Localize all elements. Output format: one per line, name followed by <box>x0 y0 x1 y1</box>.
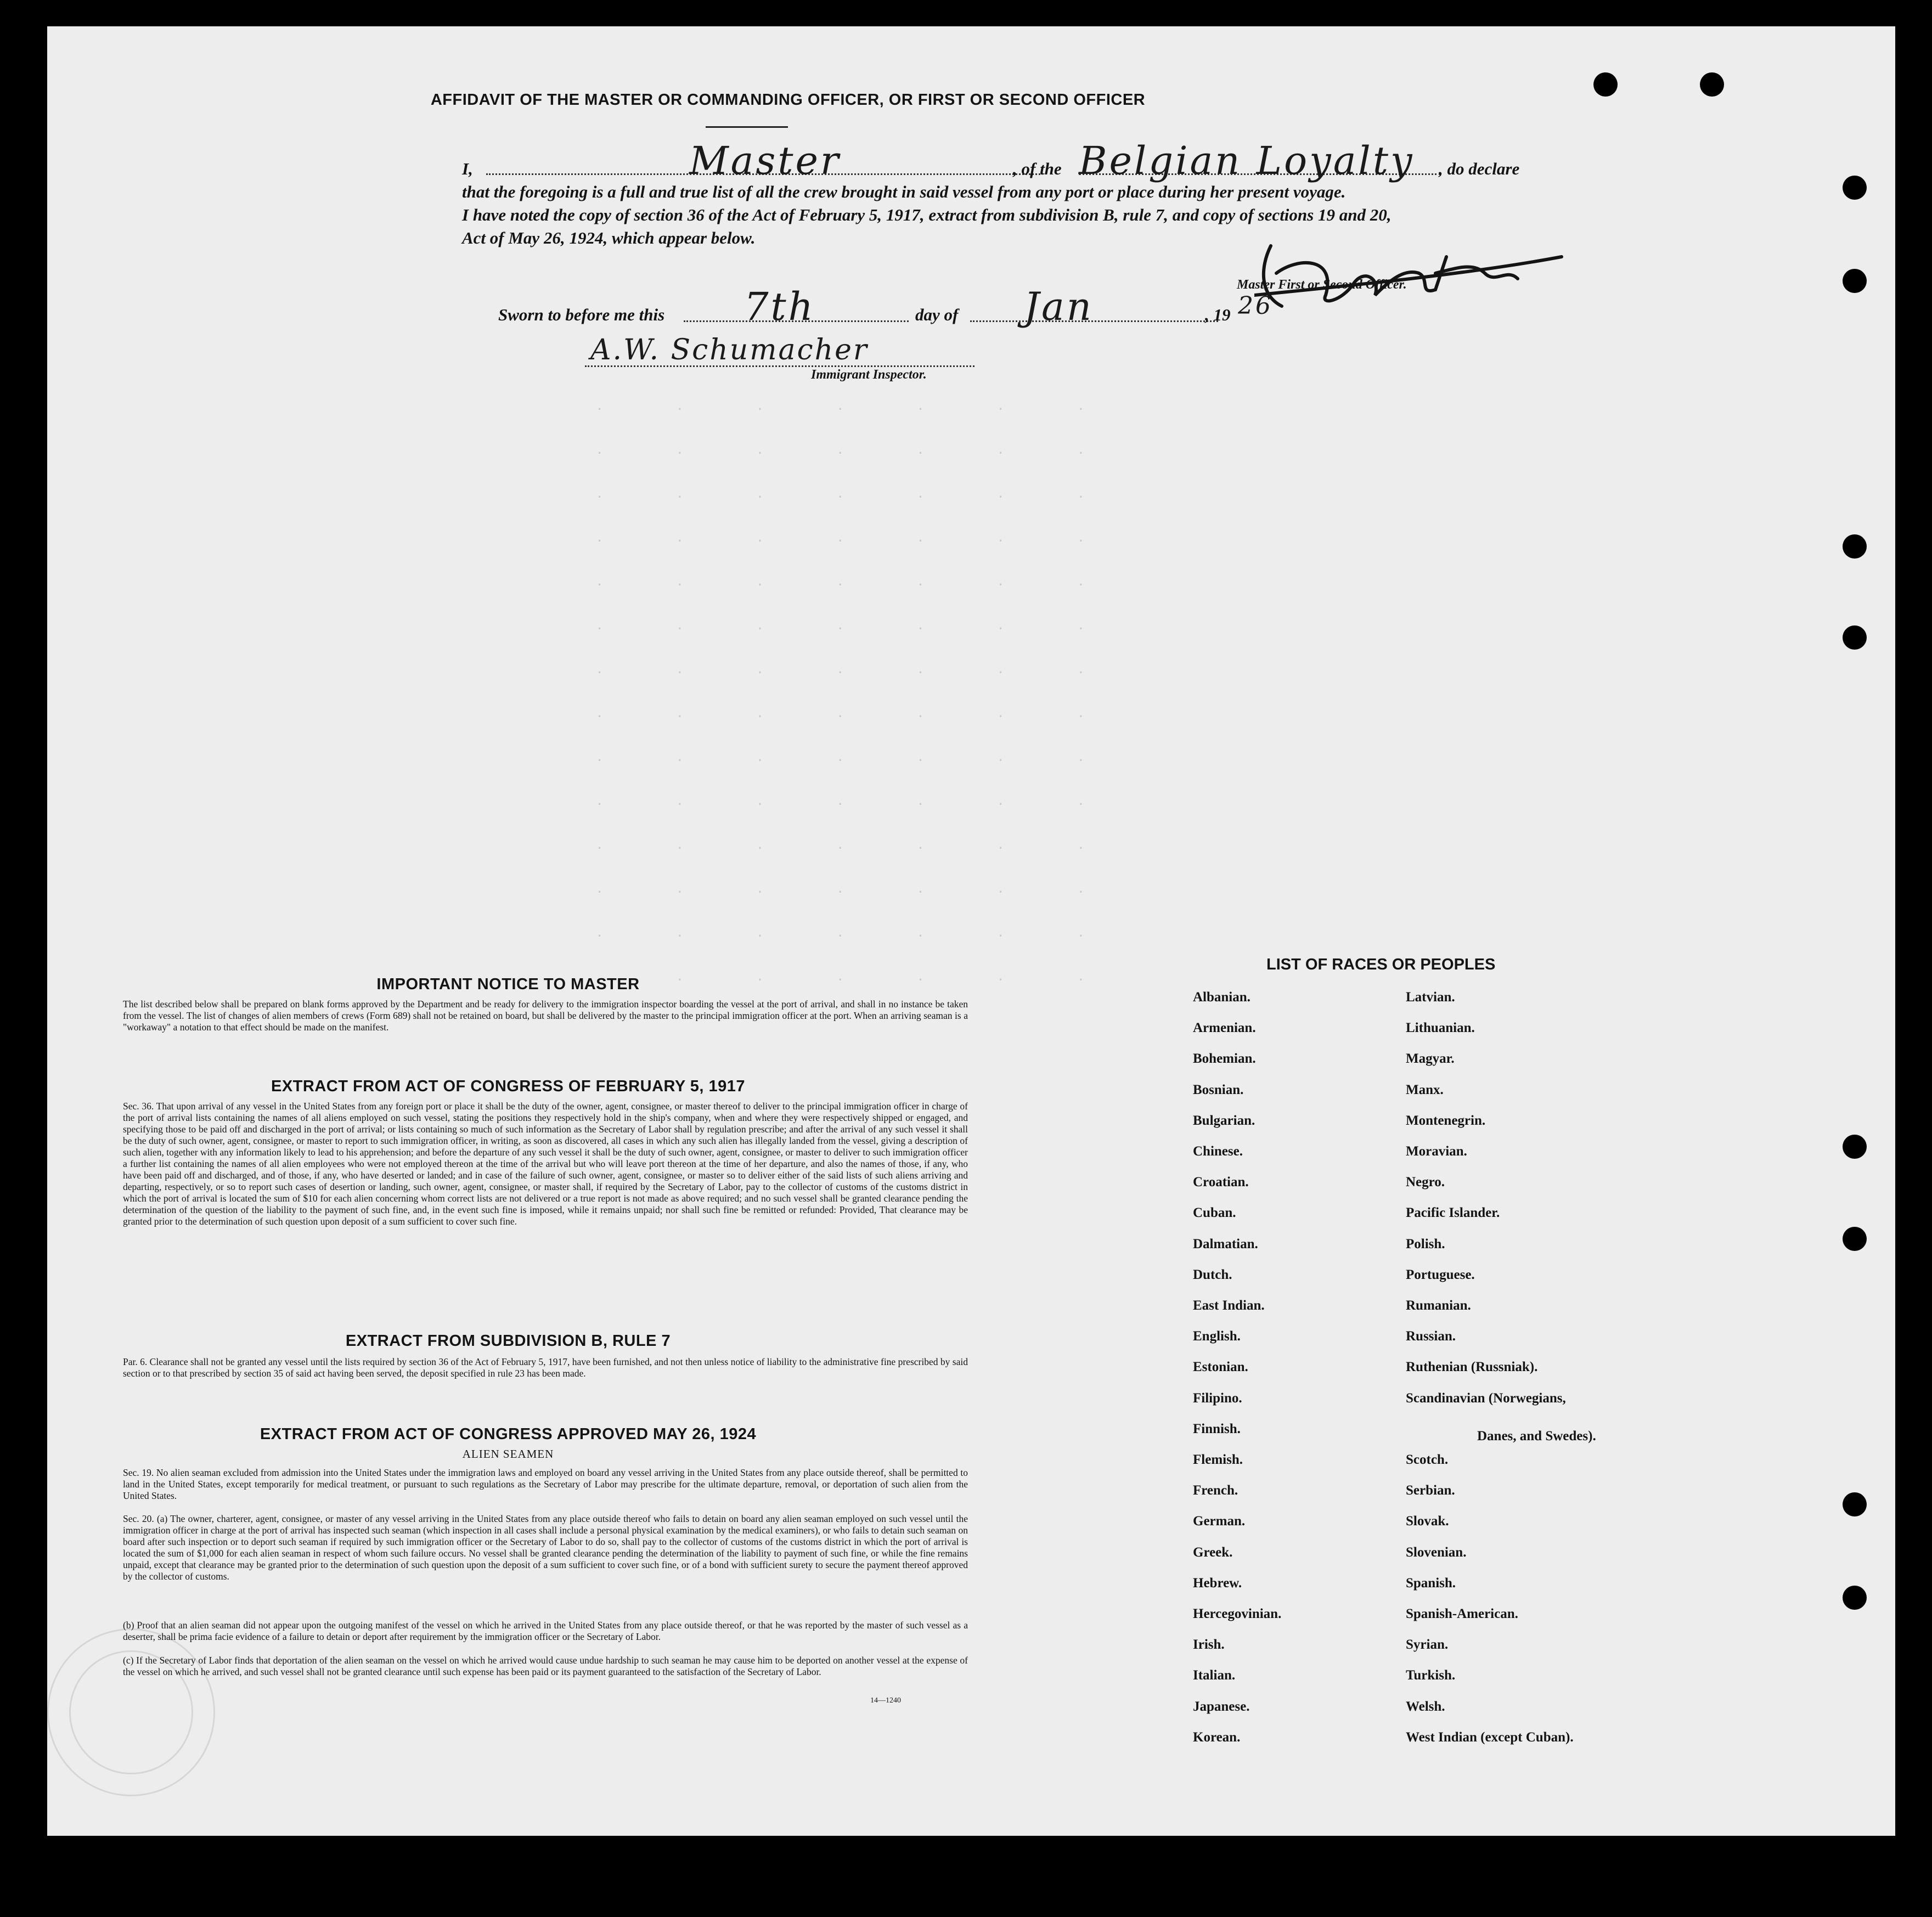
race-item: West Indian (except Cuban). <box>1406 1729 1574 1745</box>
punch-hole <box>1700 72 1724 97</box>
punch-hole <box>1843 534 1867 559</box>
punch-hole <box>1843 625 1867 650</box>
bleed-through-text: . . . . . . . <box>596 399 1086 413</box>
race-item: East Indian. <box>1193 1298 1265 1313</box>
race-item: Bulgarian. <box>1193 1113 1255 1128</box>
race-item: English. <box>1193 1329 1241 1344</box>
master-signature <box>1254 235 1595 317</box>
race-item: Slovak. <box>1406 1514 1449 1529</box>
punch-hole <box>1593 72 1618 97</box>
race-item: Syrian. <box>1406 1637 1449 1653</box>
punch-hole <box>1843 1492 1867 1516</box>
punch-hole <box>1843 1135 1867 1159</box>
race-item: Irish. <box>1193 1637 1225 1653</box>
races-title: LIST OF RACES OR PEOPLES <box>1266 956 1496 973</box>
race-item: Croatian. <box>1193 1175 1249 1190</box>
inspector-caption: Immigrant Inspector. <box>811 368 927 382</box>
bleed-through-text: . . . . . . . <box>596 487 1086 501</box>
race-item: Albanian. <box>1193 990 1251 1005</box>
affidavit-title: AFFIDAVIT OF THE MASTER OR COMMANDING OFFICER, OR FIRST OR SECOND OFFICER <box>430 91 1146 109</box>
extract-1917-text: Sec. 36. That upon arrival of any vessel in the United States from any foreign port or place it shall be the duty of the owner, agent, consignee, or master thereof to deliver to the principal immigration officer in charge of the port of arrival lists containing the names of all aliens employed on such vessel, stating the positions they respectively hold in the ship's company, when and where they were respectively shipped or engaged, and specifying those to be paid off and discharged in the port of arrival; or lists containing so much of such information as the Secretary of Labor shall by regulation prescribe; and after the arrival of any such vessel it shall be the duty of such owner, agent, consignee, or master to report to such immigration officer, in writing, as soon as discovered, all cases in which any such alien has illegally landed from the vessel, giving a description of such alien, together with any information likely to lead to his apprehension; and before the departure of any such vessel it shall be the duty of such owner, agent, consignee, or master to deliver to such immigration officer a further list containing the names of all alien employees who were not employed thereon at the time of the arrival but who will leave port thereon at the time of her departure, and also the names of those, if any, who have been paid off and discharged, and of those, if any, who have deserted or landed; and in case of the failure of such owner, agent, consignee, or master so to deliver either of the said lists of such aliens arriving and departing, respectively, or so to report such cases of desertion or landing, such owner, agent, consignee, or master shall, if required by the Secretary of Labor, pay to the collector of customs of the customs district in which the port of arrival is located the sum of $10 for each alien concerning whom correct lists are not delivered or a true report is not made as above required; and no such vessel shall be granted clearance pending the determination of the question of the liability to the payment of such fine, and, in the event such fine is imposed, while it remains unpaid; nor shall such fine be remitted or refunded: Provided, That clearance may be granted prior to the determination of such question upon deposit of a sum sufficient to cover such fine. <box>123 1101 968 1227</box>
master-name-value: Master <box>689 138 841 183</box>
sec20c-text: (c) If the Secretary of Labor finds that deportation of the alien seaman on the vessel on which he arrived would cause undue hardship to such seaman he may cause him to be deported on another vessel at the expense of the vessel on which he arrived, and such vessel shall not be granted clearance until such expense has been paid or its payment guaranteed to the satisfaction of the Secretary of Labor. <box>123 1655 968 1677</box>
race-item: Welsh. <box>1406 1699 1445 1714</box>
punch-hole <box>1843 1227 1867 1251</box>
month-value: Jan <box>1024 284 1094 329</box>
extract-1917-title: EXTRACT FROM ACT OF CONGRESS OF FEBRUARY 5, 1917 <box>271 1078 746 1095</box>
bleed-through-text: . . . . . . . <box>596 838 1086 852</box>
race-item: Lithuanian. <box>1406 1020 1475 1036</box>
punch-hole <box>1843 269 1867 293</box>
notice-text: The list described below shall be prepared on blank forms approved by the Department and be ready for delivery to the immigration inspector boarding the vessel at the port of arrival, and shall in no instance be taken from the vessel. The list of changes of alien members of crews (Form 689) shall not be retained on board, but shall be delivered by the master to the principal immigration officer at the port. When an arriving seaman is a "workaway" a notation to that effect should be made on the manifest. <box>123 999 968 1033</box>
race-item: Spanish-American. <box>1406 1606 1518 1621</box>
year-label: , 19 <box>1205 305 1231 324</box>
race-item: Scotch. <box>1406 1452 1449 1467</box>
race-item: Japanese. <box>1193 1699 1250 1714</box>
race-item: Ruthenian (Russniak). <box>1406 1360 1538 1375</box>
race-item: Negro. <box>1406 1175 1445 1190</box>
month-line <box>970 320 1218 322</box>
race-item: Greek. <box>1193 1544 1233 1560</box>
document-page <box>47 26 1895 1836</box>
race-item: Estonian. <box>1193 1360 1248 1375</box>
bleed-through-text: . . . . . . . <box>596 663 1086 676</box>
affidavit-i-label: I, <box>462 159 473 178</box>
race-item: Hercegovinian. <box>1193 1606 1282 1621</box>
race-item: Hebrew. <box>1193 1575 1242 1591</box>
race-item: Slovenian. <box>1406 1544 1467 1560</box>
race-item: Korean. <box>1193 1729 1241 1745</box>
race-item: Moravian. <box>1406 1144 1467 1159</box>
race-item: Montenegrin. <box>1406 1113 1486 1128</box>
notice-title: IMPORTANT NOTICE TO MASTER <box>376 976 640 993</box>
race-item: Finnish. <box>1193 1421 1241 1436</box>
bleed-through-text: . . . . . . . <box>596 970 1086 984</box>
subdivision-text: Par. 6. Clearance shall not be granted any vessel until the lists required by section 36 of the Act of February 5, 1917, have been furnished, and not then unless notice of liability to the administrative fine prescribed by said section or to that prescribed by section 35 of said act having been served, the deposit specified in rule 23 has been made. <box>123 1356 968 1379</box>
race-item: Dalmatian. <box>1193 1236 1258 1251</box>
race-item: Flemish. <box>1193 1452 1243 1467</box>
bleed-through-text: . . . . . . . <box>596 531 1086 545</box>
sec19-text: Sec. 19. No alien seaman excluded from admission into the United States under the immigration laws and employed on board any vessel arriving in the United States from any place outside thereof, shall be permitted to land in the United States, except temporarily for medical treatment, or pursuant to such regulations as the Secretary of Labor may prescribe for the ultimate departure, removal, or deportation of such alien from the United States. <box>123 1467 968 1501</box>
do-declare-label: , do declare <box>1439 159 1520 178</box>
sec20b-text: (b) Proof that an alien seaman did not appear upon the outgoing manifest of the vessel on which he arrived in the United States from any place outside thereof, or that he was reported by the master of such vessel as a deserter, shall be prima facie evidence of a failure to detain or deport after requirement by the immigration officer or the Secretary of Labor. <box>123 1620 968 1642</box>
vessel-name-value: Belgian Loyalty <box>1079 138 1415 183</box>
race-item: Cuban. <box>1193 1205 1236 1221</box>
affidavit-line-4: Act of May 26, 1924, which appear below. <box>462 228 756 247</box>
bleed-through-text: . . . . . . . <box>596 882 1086 896</box>
race-item: Filipino. <box>1193 1390 1242 1406</box>
race-item: Dutch. <box>1193 1267 1232 1282</box>
bleed-through-text: . . . . . . . <box>596 443 1086 457</box>
punch-hole <box>1843 176 1867 200</box>
punch-hole <box>1843 1586 1867 1610</box>
bleed-through-text: . . . . . . . <box>596 707 1086 720</box>
year-value: 26 <box>1238 292 1273 320</box>
race-item: French. <box>1193 1483 1238 1498</box>
sec20a-text: Sec. 20. (a) The owner, charterer, agent, consignee, or master of any vessel arriving in the United States from any place outside thereof who fails to detain on board any alien seaman employed on such vessel until the immigration officer in charge at the port of arrival has inspected such seaman (which inspection in all cases shall include a personal physical examination by the medical examiners), or who fails to detain such seaman on board after such inspection or to deport such seaman if required by such immigration officer or the Secretary of Labor to do so, shall pay to the collector of customs of the customs district in which the port of arrival is located the sum of $1,000 for each alien seaman in respect of whom such failure occurs. No vessel shall be granted clearance pending the determination of the liability to payment of such fine, or while the fine remains unpaid, except that clearance may be granted prior to the determination of such question upon the deposit of a sum sufficient to cover such fine, or of a bond with sufficient surety to secure the payment thereof approved by the collector of customs. <box>123 1513 968 1582</box>
race-item: Turkish. <box>1406 1668 1456 1683</box>
race-item: Chinese. <box>1193 1144 1243 1159</box>
sworn-label: Sworn to before me this <box>498 305 665 324</box>
affidavit-line-3: I have noted the copy of section 36 of the Act of February 5, 1917, extract from subdivision B, rule 7, and copy of sections 19 and 20, <box>462 205 1392 224</box>
of-the-label: , of the <box>1013 159 1062 178</box>
title-underline <box>706 126 788 128</box>
bleed-through-text: . . . . . . . <box>596 794 1086 808</box>
race-item: Latvian. <box>1406 990 1455 1005</box>
day-value: 7th <box>744 284 815 329</box>
subdivision-title: EXTRACT FROM SUBDIVISION B, RULE 7 <box>345 1332 671 1350</box>
extract-1924-title: EXTRACT FROM ACT OF CONGRESS APPROVED MAY 26, 1924 <box>260 1425 757 1443</box>
bleed-through-text: . . . . . . . <box>596 751 1086 764</box>
race-item: German. <box>1193 1514 1246 1529</box>
race-item: Bohemian. <box>1193 1051 1256 1067</box>
race-item: Magyar. <box>1406 1051 1455 1067</box>
race-item: Scandinavian (Norwegians, <box>1406 1390 1566 1406</box>
race-item: Bosnian. <box>1193 1082 1244 1097</box>
extract-1924-subtitle: ALIEN SEAMEN <box>462 1447 554 1461</box>
bleed-through-text: . . . . . . . <box>596 926 1086 940</box>
signature-caption: Master First or Second Officer. <box>1237 278 1407 292</box>
form-number: 14—1240 <box>870 1696 901 1705</box>
day-of-label: day of <box>915 305 959 324</box>
bleed-through-text: . . . . . . . <box>596 575 1086 589</box>
race-item: Serbian. <box>1406 1483 1455 1498</box>
bleed-through-text: . . . . . . . <box>596 619 1086 633</box>
race-item: Rumanian. <box>1406 1298 1471 1313</box>
race-item: Spanish. <box>1406 1575 1456 1591</box>
race-item: Pacific Islander. <box>1406 1205 1500 1221</box>
affidavit-line-2: that the foregoing is a full and true list of all the crew brought in said vessel from any port or place during her present voyage. <box>462 182 1346 201</box>
race-item-continuation: Danes, and Swedes). <box>1477 1429 1596 1444</box>
race-item: Russian. <box>1406 1329 1456 1344</box>
race-item: Armenian. <box>1193 1020 1256 1036</box>
race-item: Polish. <box>1406 1236 1445 1251</box>
race-item: Italian. <box>1193 1668 1236 1683</box>
inspector-signature-value: A.W. Schumacher <box>590 334 869 367</box>
race-item: Manx. <box>1406 1082 1444 1097</box>
race-item: Portuguese. <box>1406 1267 1475 1282</box>
